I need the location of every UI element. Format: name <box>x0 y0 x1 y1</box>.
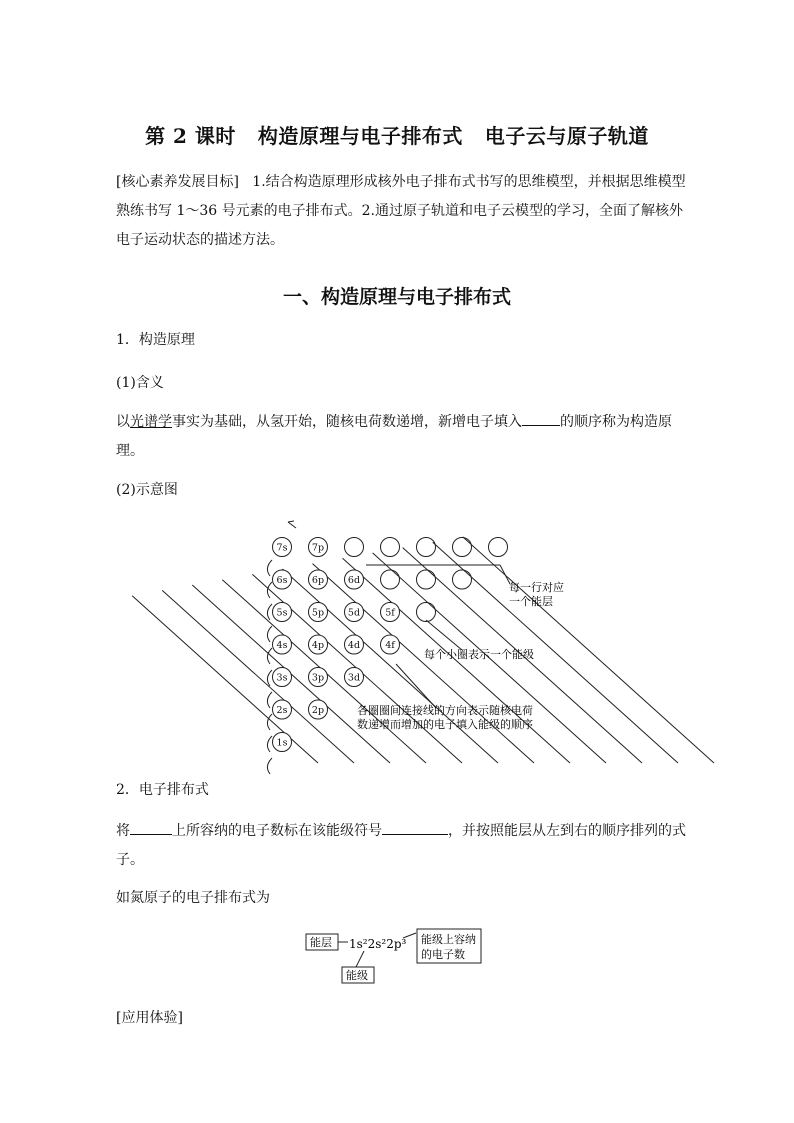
loop-connector <box>267 692 272 708</box>
fill-blank-2[interactable] <box>382 820 448 835</box>
label-level: 能级 <box>346 969 368 982</box>
orbital-label-5p: 5p <box>311 607 325 619</box>
section-heading: 一、构造原理与电子排布式 <box>282 286 511 308</box>
orbital-label-3d: 3d <box>347 672 361 684</box>
formula: 1s²2s²2p³ <box>349 937 407 951</box>
orbital-label-5d: 5d <box>347 607 361 619</box>
loop-connector <box>267 626 272 642</box>
loop-connector <box>267 714 272 730</box>
lesson-topic-1: 构造原理与电子排布式 <box>257 124 463 148</box>
orbital-label-2p: 2p <box>311 705 325 716</box>
circle-pointer <box>426 620 462 650</box>
item-construction-principle: 1．构造原理 <box>116 332 195 348</box>
config-paragraph: 将 上所容纳的电子数标在该能级符号 ，并按照能层从左到右的顺序排列的式子。 <box>116 817 686 875</box>
label-count-1: 能级上容纳 <box>421 933 476 946</box>
orbital-label-6p: 6p <box>311 575 325 586</box>
note-row-2: 一个能层 <box>509 595 553 608</box>
orbital-label-4s: 4s <box>276 640 288 651</box>
empty-level-circle <box>489 538 508 557</box>
label-layer: 能层 <box>310 936 332 949</box>
empty-level-circle <box>453 538 472 557</box>
empty-level-circle <box>417 603 436 622</box>
sub-meaning: (1)含义 <box>116 375 164 391</box>
empty-level-circle <box>453 570 472 589</box>
nitrogen-config-figure <box>300 925 490 987</box>
empty-level-circle <box>381 538 400 557</box>
item-electron-config: 2．电子排布式 <box>116 782 209 798</box>
orbital-label-1s: 1s <box>276 737 288 749</box>
empty-level-circle <box>345 538 364 557</box>
label-count-2: 的电子数 <box>421 948 465 961</box>
note-lines-2: 数递增而增加的电子填入能级的顺序 <box>357 718 533 731</box>
orbital-label-3p: 3p <box>311 672 325 684</box>
orbital-label-7s: 7s <box>276 542 288 554</box>
orbital-label-6d: 6d <box>347 575 361 586</box>
orbital-label-4f: 4f <box>385 640 395 651</box>
lesson-topic-2: 电子云与原子轨道 <box>484 124 649 148</box>
goals-text: 1.结合构造原理形成核外电子排布式书写的思维模型，并根据思维模型熟练书写 1～36 号元素的电子排布式。2.通过原子轨道和电子云模型的学习，全面了解核外电子运动状态的描述方法。 <box>116 174 686 248</box>
note-lines-1: 各圈圈间连接线的方向表示随核电荷 <box>357 704 533 717</box>
orbital-label-6s: 6s <box>276 575 288 586</box>
orbital-label-4p: 4p <box>311 640 325 651</box>
loop-connector <box>267 736 272 752</box>
example-intro: 如氮原子的电子排布式为 <box>116 890 270 906</box>
orbital-label-5s: 5s <box>276 607 288 619</box>
lines-pointer <box>396 664 436 708</box>
fill-blank-1[interactable] <box>130 820 172 835</box>
note-row-1: 每一行对应 <box>509 581 564 594</box>
loop-connector <box>267 670 272 686</box>
diagonal-line <box>282 569 498 763</box>
empty-level-circle <box>417 570 436 589</box>
sub-diagram: (2)示意图 <box>116 482 178 498</box>
loop-connector <box>267 560 272 576</box>
orbital-label-5f: 5f <box>385 607 395 619</box>
orbital-label-7p: 7p <box>311 542 325 554</box>
goals-label: [核心素养发展目标] <box>116 174 239 190</box>
meaning-paragraph: 以光谱学事实为基础，从氢开始，随核电荷数递增，新增电子填入 的顺序称为构造原理。 <box>116 408 686 466</box>
empty-level-circle <box>417 538 436 557</box>
direction-arrow <box>288 521 296 528</box>
diagonal-line <box>312 564 534 763</box>
orbital-label-3s: 3s <box>276 672 288 684</box>
empty-level-circle <box>381 570 400 589</box>
orbital-label-2s: 2s <box>276 705 288 716</box>
loop-connector <box>267 758 272 774</box>
apply-experience: [应用体验] <box>116 1010 183 1026</box>
underlined-term: 光谱学 <box>130 414 172 430</box>
note-circle: 每个小圈表示一个能级 <box>424 648 534 661</box>
lesson-number: 第 2 课时 <box>145 124 236 148</box>
orbital-label-4d: 4d <box>347 640 361 651</box>
loop-connector <box>267 604 272 620</box>
